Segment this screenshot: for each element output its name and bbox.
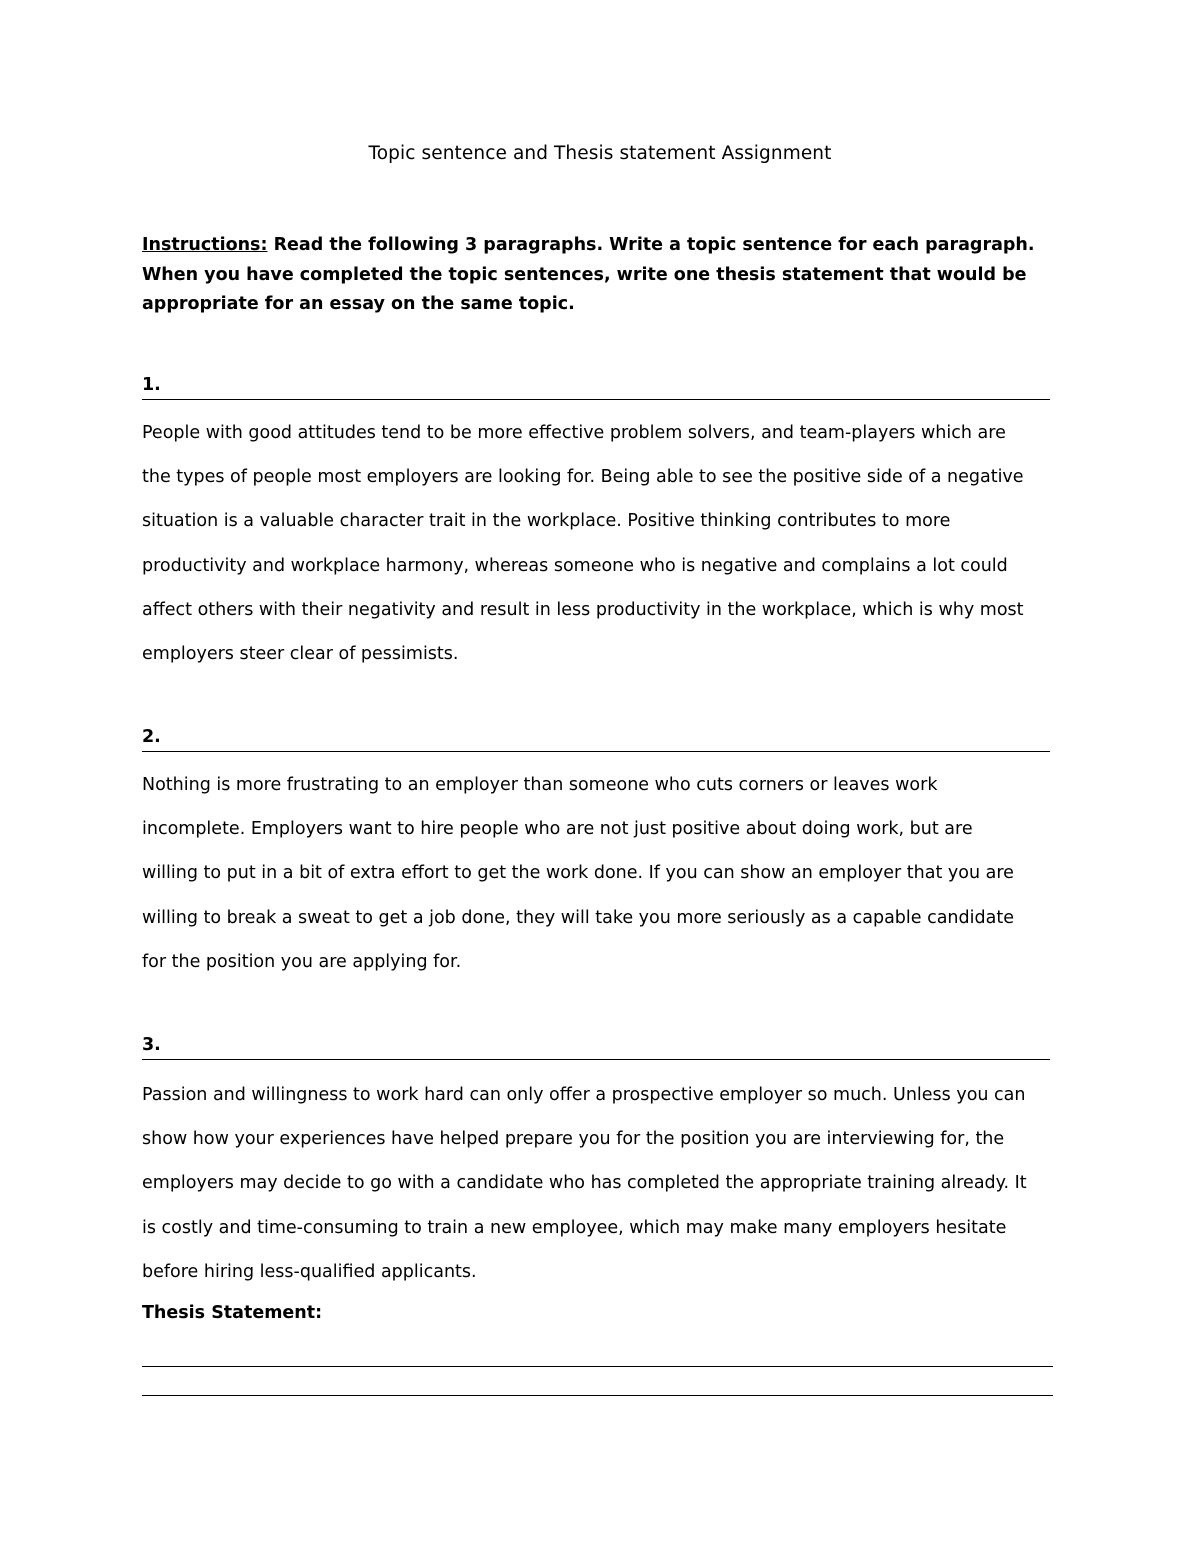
paragraph-line: incomplete. Employers want to hire people who are not just positive about doing work, but are bbox=[142, 819, 973, 840]
answer-line bbox=[142, 1059, 1050, 1060]
answer-line bbox=[142, 751, 1050, 752]
instructions-block bbox=[142, 231, 1057, 320]
paragraph-1 bbox=[142, 411, 1047, 676]
paragraph-line: for the position you are applying for. bbox=[142, 951, 462, 972]
thesis-statement-label: Thesis Statement: bbox=[142, 1303, 323, 1323]
instructions-label: Instructions: bbox=[142, 235, 268, 255]
topic-sentence-blank-3[interactable] bbox=[142, 1034, 1050, 1060]
paragraph-line: willing to break a sweat to get a job done, they will take you more seriously as a capable candidate bbox=[142, 907, 1014, 928]
paragraph-line: employers may decide to go with a candidate who has completed the appropriate training already. It bbox=[142, 1173, 1027, 1194]
paragraph-line: productivity and workplace harmony, whereas someone who is negative and complains a lot could bbox=[142, 555, 1008, 576]
paragraph-line: situation is a valuable character trait in the workplace. Positive thinking contributes to more bbox=[142, 511, 951, 532]
paragraph-2 bbox=[142, 763, 1047, 984]
paragraph-line: affect others with their negativity and result in less productivity in the workplace, which is why most bbox=[142, 599, 1024, 620]
paragraph-line: show how your experiences have helped prepare you for the position you are interviewing for, the bbox=[142, 1129, 1005, 1150]
paragraph-line: before hiring less-qualified applicants. bbox=[142, 1261, 477, 1282]
item-number: 3. bbox=[142, 1035, 161, 1055]
paragraph-line: Passion and willingness to work hard can only offer a prospective employer so much. Unless you can bbox=[142, 1085, 1026, 1105]
paragraph-line: is costly and time-consuming to train a new employee, which may make many employers hesitate bbox=[142, 1217, 1007, 1238]
instructions-text: Read the following 3 paragraphs. Write a topic sentence for each paragraph. When you have completed the topic sentences, write one thesis statement that would be appropriate for an essay on the same topic. bbox=[142, 235, 1035, 314]
paragraph-line: willing to put in a bit of extra effort to get the work done. If you can show an employer that you are bbox=[142, 863, 1014, 884]
paragraph-3 bbox=[142, 1073, 1047, 1294]
answer-line bbox=[142, 399, 1050, 400]
paragraph-line: the types of people most employers are looking for. Being able to see the positive side of a negative bbox=[142, 467, 1024, 488]
item-number: 1. bbox=[142, 375, 161, 395]
topic-sentence-blank-2[interactable] bbox=[142, 726, 1050, 752]
paragraph-line: employers steer clear of pessimists. bbox=[142, 644, 459, 665]
document-title: Topic sentence and Thesis statement Assignment bbox=[368, 143, 832, 164]
item-number: 2. bbox=[142, 727, 161, 747]
thesis-answer-line-2[interactable] bbox=[142, 1395, 1053, 1396]
topic-sentence-blank-1[interactable] bbox=[142, 374, 1050, 400]
paragraph-line: Nothing is more frustrating to an employer than someone who cuts corners or leaves work bbox=[142, 775, 938, 795]
paragraph-line: People with good attitudes tend to be more effective problem solvers, and team-players which are bbox=[142, 423, 1006, 443]
thesis-answer-line-1[interactable] bbox=[142, 1366, 1053, 1367]
